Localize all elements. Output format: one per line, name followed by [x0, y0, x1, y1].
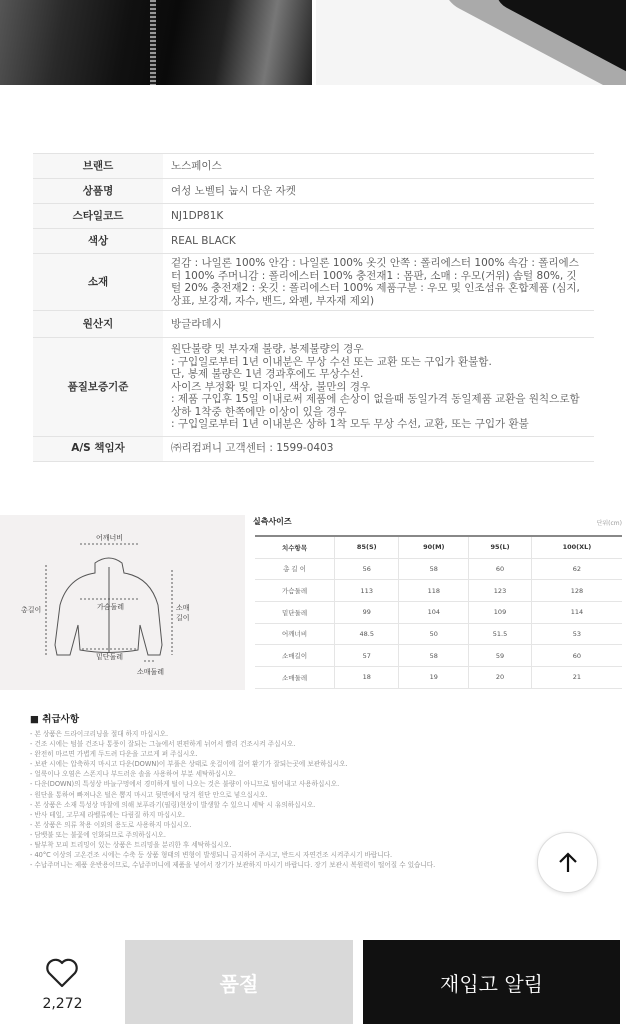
- size-cell: 90(M): [399, 536, 469, 558]
- spec-value: [163, 338, 594, 437]
- spec-row: [33, 154, 594, 179]
- size-cell: 123: [469, 580, 532, 602]
- care-item: - 40°C 이상의 고온건조 시에는 수축 등 상품 형태의 변형이 발생되니 금지하여 주시고, 반드시 자연건조 시켜주시기 바랍니다.: [30, 851, 393, 860]
- size-cell: 59: [469, 645, 532, 667]
- spec-value: 겉감 : 나일론 100% 안감 : 나일론 100% 옷깃 안쪽 : 폴리에스터 100% 속감 : 폴리에스터 100% 주머니감 : 폴리에스터 100% 충전재1 : 몸판, 소매 : 우모(거위) 솜털 80%, 깃털 20% 충전재2 : 옷깃 : 폴리에스터 100% 제품구분 : 우모 및 인조섬유 혼합제품 (심지, 상표, 보강재, 자수, 밴드, 와펜, 부자재 제외): [163, 254, 594, 311]
- spec-value: 노스페이스: [163, 154, 594, 179]
- care-item: - 수납주머니는 제품 운반용이므로, 수납주머니에 제품을 넣어서 장기가 보관하지 마시기 바랍니다. 장기 보관시 복원력이 떨어질 수 있습니다.: [30, 861, 436, 870]
- care-item: - 탈부착 모피 트리밍이 있는 상품은 트리밍을 분리한 후 세탁하십시오.: [30, 841, 232, 850]
- care-item: - 얼룩이나 오염은 스폰지나 부드러운 솔을 사용하여 부분 세탁하십시오.: [30, 770, 236, 779]
- zipper-graphic: [150, 0, 156, 85]
- size-cell: 50: [399, 623, 469, 645]
- size-cell: 56: [335, 558, 399, 580]
- label-hem: 밑단둘레: [96, 653, 124, 661]
- size-cell: 48.5: [335, 623, 399, 645]
- size-cell: 62: [531, 558, 622, 580]
- spec-value: 방글라데시: [163, 311, 594, 338]
- spec-row: [33, 338, 594, 437]
- care-item: - 완전히 마르면 가볍게 두드려 다운을 고르게 펴 주십시오.: [30, 750, 198, 759]
- size-cell: 21: [531, 666, 622, 688]
- size-cell: 가슴둘레: [255, 580, 335, 602]
- size-cell: 18: [335, 666, 399, 688]
- size-row: [255, 623, 622, 645]
- size-cell: 어깨너비: [255, 623, 335, 645]
- size-cell: 114: [531, 601, 622, 623]
- spec-label: 상품명: [33, 179, 163, 204]
- spec-value-line: 원단불량 및 부자재 불량, 봉제불량의 경우: [171, 343, 364, 355]
- size-cell: 60: [469, 558, 532, 580]
- size-cell: 57: [335, 645, 399, 667]
- spec-label: A/S 책임자: [33, 436, 163, 461]
- care-instructions: [30, 711, 435, 870]
- spec-row: [33, 436, 594, 461]
- size-cell: 104: [399, 601, 469, 623]
- wishlist-heart-button[interactable]: [45, 958, 79, 992]
- care-item: - 원단을 통하여 빠져나온 털은 뽑지 마시고 뒷면에서 당겨 원단 안으로 넣으십시오.: [30, 790, 268, 799]
- size-cell: 총 길 이: [255, 558, 335, 580]
- label-cuff: 소매둘레: [137, 668, 165, 676]
- spec-row: [33, 254, 594, 311]
- size-cell: 58: [399, 645, 469, 667]
- size-cell: 밑단둘레: [255, 601, 335, 623]
- size-row: [255, 666, 622, 688]
- size-cell: 113: [335, 580, 399, 602]
- size-chart-table: [255, 535, 622, 689]
- size-cell: 51.5: [469, 623, 532, 645]
- care-item: - 반사 테잎, 고무제 라벨류에는 다림질 하지 마십시오.: [30, 810, 186, 819]
- size-cell: 53: [531, 623, 622, 645]
- size-cell: 99: [335, 601, 399, 623]
- product-spec-table: [33, 153, 594, 462]
- spec-label: 원산지: [33, 311, 163, 338]
- spec-label: 소재: [33, 254, 163, 311]
- care-item: - 건조 시에는 텀블 건조나 통풍이 잘되는 그늘에서 편편하게 뉘어서 빨리 건조시켜 주십시오.: [30, 740, 296, 749]
- wishlist-count: 2,272: [42, 996, 83, 1012]
- spec-value-line: 상하 1착중 한쪽에만 이상이 있을 경우: [171, 405, 347, 418]
- spec-label: 스타일코드: [33, 204, 163, 229]
- spec-row: [33, 229, 594, 254]
- size-cell: 소매둘레: [255, 666, 335, 688]
- size-cell: 58: [399, 558, 469, 580]
- heart-icon: [45, 958, 79, 988]
- size-cell: 60: [531, 645, 622, 667]
- spec-label: 브랜드: [33, 154, 163, 179]
- care-item: - 담뱃불 또는 불꽃에 인화되므로 주의하십시오.: [30, 830, 166, 839]
- size-row: [255, 580, 622, 602]
- spec-value: 여성 노벨티 눕시 다운 자켓: [163, 179, 594, 204]
- spec-value-line: : 제품 구입후 15일 이내로써 제품에 손상이 없을때 동일가격 동일제품 교환을 원칙으로함: [171, 393, 580, 405]
- spec-value-line: : 구입일로부터 1년 이내분은 상하 1착 모두 무상 수선, 교환, 또는 구입가 환불: [171, 418, 529, 430]
- spec-row: [33, 179, 594, 204]
- arrow-up-icon: [556, 851, 580, 875]
- spec-label: 색상: [33, 229, 163, 254]
- restock-notify-button[interactable]: 재입고 알림: [363, 940, 620, 1024]
- spec-value-line: 단, 봉제 불량은 1년 경과후에도 무상수선.: [171, 368, 364, 380]
- size-cell: 109: [469, 601, 532, 623]
- size-cell: 19: [399, 666, 469, 688]
- size-cell: 100(XL): [531, 536, 622, 558]
- spec-value: NJ1DP81K: [163, 204, 594, 229]
- label-shoulder: 어깨너비: [96, 534, 124, 542]
- size-diagram: [0, 515, 245, 690]
- product-image-detail-left: [0, 0, 312, 85]
- size-row: [255, 558, 622, 580]
- care-title: ■ 취급사항: [30, 714, 79, 725]
- soldout-button[interactable]: 품절: [125, 940, 353, 1024]
- label-chest: 가슴둘레: [97, 603, 125, 611]
- spec-row: [33, 311, 594, 338]
- size-cell: 치수항목: [255, 536, 335, 558]
- product-image-detail-right: [316, 0, 626, 85]
- size-header-row: [255, 536, 622, 558]
- label-sleeve-length: 소매 길이: [176, 604, 190, 622]
- size-cell: 20: [469, 666, 532, 688]
- spec-row: [33, 204, 594, 229]
- size-cell: 95(L): [469, 536, 532, 558]
- care-item: - 본 상품은 소재 특성상 마찰에 의해 보푸라기(필링)현상이 발생할 수 있으니 세탁 시 유의하십시오.: [30, 800, 316, 809]
- size-row: [255, 601, 622, 623]
- size-cell: 85(S): [335, 536, 399, 558]
- scroll-to-top-button[interactable]: [537, 832, 598, 893]
- care-item: - 보관 시에는 압축하지 마시고 다운(DOWN)이 부풀은 상태로 옷걸이에 걸어 환기가 잘되는곳에 보관하십시오.: [30, 760, 348, 769]
- size-cell: 128: [531, 580, 622, 602]
- care-item: - 본 상품은 드라이크리닝을 절대 하지 마십시오.: [30, 730, 169, 738]
- size-chart-unit: 단위(cm): [596, 520, 622, 527]
- label-length: 총길이: [21, 606, 42, 614]
- spec-value-line: : 구입일로부터 1년 이내분은 무상 수선 또는 교환 또는 구입가 환불함.: [171, 355, 492, 368]
- care-item: - 다운(DOWN)의 특성상 바늘구멍에서 경미하게 털이 나오는 것은 불량이 아니므로 털어내고 사용하십시오.: [30, 780, 340, 789]
- size-row: [255, 645, 622, 667]
- spec-value: REAL BLACK: [163, 229, 594, 254]
- size-chart-title: 실측사이즈: [253, 517, 292, 526]
- care-item: - 본 상품은 의류 착용 이외의 용도로 사용하지 마십시오.: [30, 820, 192, 829]
- size-cell: 118: [399, 580, 469, 602]
- size-cell: 소매길이: [255, 645, 335, 667]
- spec-label: 품질보증기준: [33, 338, 163, 437]
- spec-value-line: 사이즈 부정확 및 디자인, 색상, 불만의 경우: [171, 380, 371, 393]
- spec-value: ㈜리컴퍼니 고객센터 : 1599-0403: [163, 436, 594, 461]
